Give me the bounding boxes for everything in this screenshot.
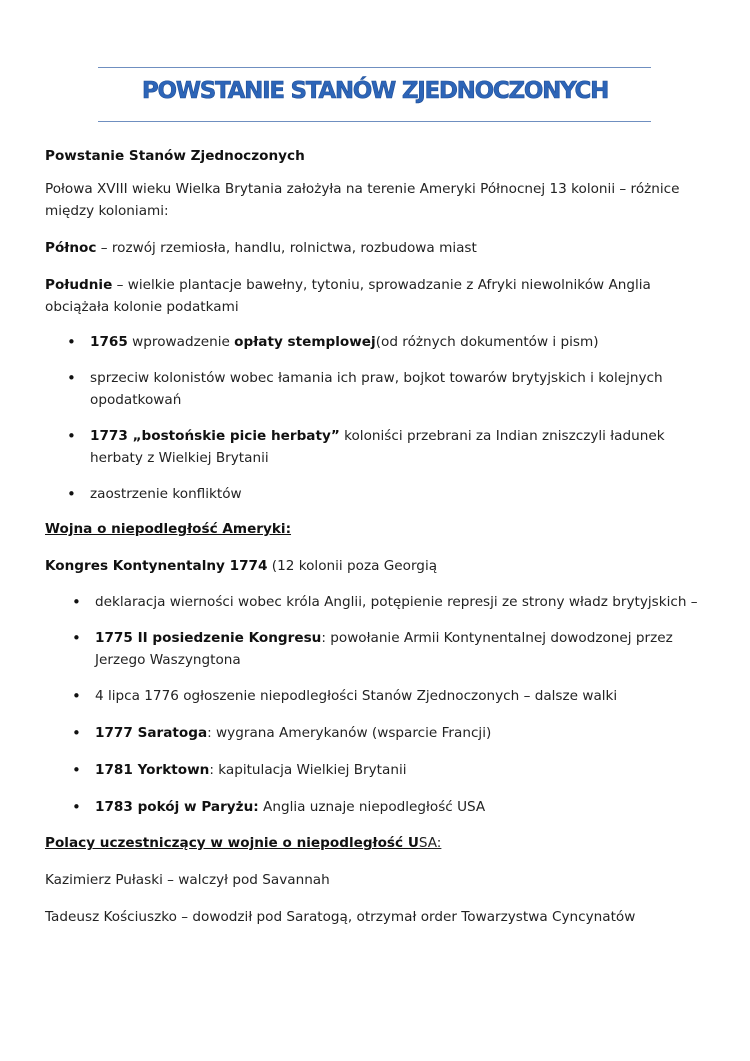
list-item: • 1775 II posiedzenie Kongresu: powołanie Armii Kontynentalnej dowodzonej przez Jerzego Waszyngtona xyxy=(45,627,710,671)
list-item: • 4 lipca 1776 ogłoszenie niepodległości Stanów Zjednoczonych – dalsze walki xyxy=(45,685,710,707)
page-title: POWSTANIE STANÓW ZJEDNOCZONYCH xyxy=(141,78,609,104)
list-item: • 1781 Yorktown: kapitulacja Wielkiej Brytanii xyxy=(45,759,710,781)
kosciuszko-paragraph: Tadeusz Kościuszko – dowodził pod Saratogą, otrzymał order Towarzystwa Cyncynatów xyxy=(45,909,636,925)
war-heading: Wojna o niepodległość Ameryki: xyxy=(45,521,292,537)
list-item: • 1783 pokój w Paryżu: Anglia uznaje niepodległość USA xyxy=(45,796,710,818)
section-heading: Powstanie Stanów Zjednoczonych xyxy=(45,148,305,164)
poles-heading: Polacy uczestniczący w wojnie o niepodległość USA: xyxy=(45,835,442,851)
list-item: • zaostrzenie konfliktów xyxy=(45,483,710,505)
list-item: • 1777 Saratoga: wygrana Amerykanów (wsparcie Francji) xyxy=(45,722,710,744)
congress-text: (12 kolonii poza Georgią xyxy=(267,558,438,574)
north-text: – rozwój rzemiosła, handlu, rolnictwa, rozbudowa miast xyxy=(96,240,477,256)
north-label: Północ xyxy=(45,240,97,256)
list-item: • 1773 „bostońskie picie herbaty” koloniści przebrani za Indian zniszczyli ładunek herbaty z Wielkiej Brytanii xyxy=(45,425,710,469)
south-label: Południe xyxy=(45,277,113,293)
war-events-list xyxy=(45,591,710,818)
pulaski-paragraph: Kazimierz Pułaski – walczył pod Savannah xyxy=(45,872,330,888)
south-paragraph xyxy=(45,274,710,318)
colonial-events-list xyxy=(45,331,710,505)
title-top-rule xyxy=(98,67,651,68)
north-paragraph xyxy=(45,237,710,259)
document-body xyxy=(45,145,710,928)
title-bottom-rule xyxy=(98,121,651,122)
congress-paragraph xyxy=(45,555,710,577)
list-item: • deklaracja wierności wobec króla Anglii, potępienie represji ze strony władz brytyjskich – xyxy=(45,591,710,613)
list-item: • sprzeciw kolonistów wobec łamania ich praw, bojkot towarów brytyjskich i kolejnych opodatkowań xyxy=(45,367,710,411)
south-text: – wielkie plantacje bawełny, tytoniu, sprowadzanie z Afryki niewolników Anglia obciążała kolonie podatkami xyxy=(45,277,651,315)
congress-label: Kongres Kontynentalny 1774 xyxy=(45,558,268,574)
intro-paragraph: Połowa XVIII wieku Wielka Brytania założyła na terenie Ameryki Północnej 13 kolonii – różnice między koloniami: xyxy=(45,181,680,219)
list-item: • 1765 wprowadzenie opłaty stemplowej(od różnych dokumentów i pism) xyxy=(45,331,710,353)
